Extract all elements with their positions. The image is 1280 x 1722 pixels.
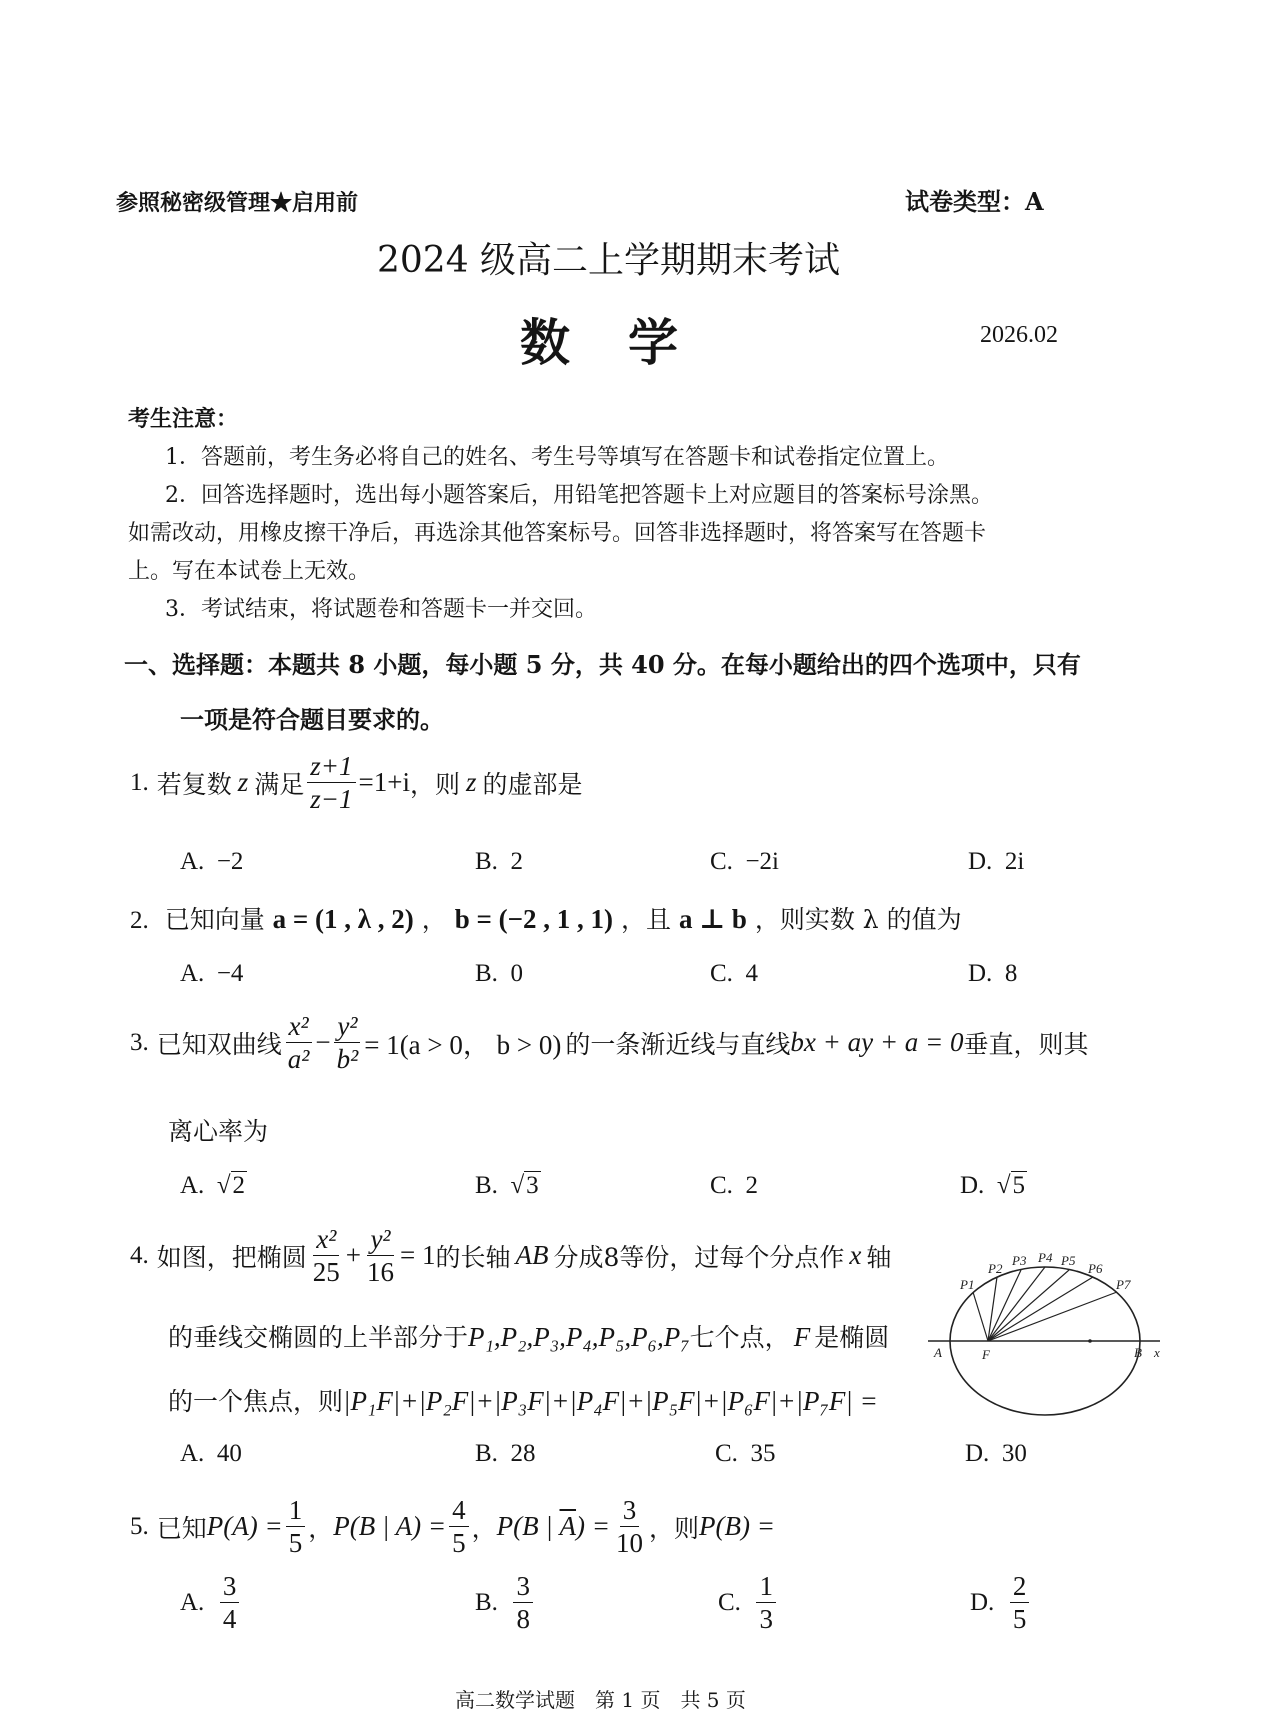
q1-number: 1. [130,768,149,796]
q3-option-d: D. √5 [960,1172,1026,1199]
q1-frac-den: z−1 [310,784,353,815]
q3-line-2: 离心率为 [168,1117,269,1146]
q2-vector-b: b = (−2 , 1 , 1) [454,904,614,934]
q3-minus: − [315,1027,331,1058]
label-p6: P6 [1088,1261,1103,1276]
q5-number: 5. [130,1512,149,1540]
subject-title: 数 学 [520,313,682,372]
q5-pbna: P(B | $\overline{A}$) = [496,1511,610,1542]
q3-fraction-x: $\frac{\text{x²}}{\text{a²}}$ [285,1012,313,1074]
label-p1: P1 [960,1277,975,1292]
q4-ab: AB [515,1240,549,1271]
question-1 [130,752,583,814]
q2-option-a: A. −4 [180,960,244,987]
notice-item-3: 3．考试结束，将试题卷和答题卡一并交回。 [165,597,597,622]
label-a: A [934,1345,942,1360]
q1-text-mid: 满足 [254,769,305,799]
sqrt-icon: √ [510,1172,525,1199]
q4-plus: + [345,1240,361,1271]
q5-pba: P(B | A) = [333,1511,447,1542]
exam-title: 2024 级高二上学期期末考试 [377,240,841,281]
notice-item-2-line-2: 如需改动，用橡皮擦干净后，再选涂其他答案标号。回答非选择题时，将答案写在答题卡 [128,521,987,546]
q4-text-end1: 分成8等份，过每个分点作 [553,1242,845,1272]
q3-text-mid: 的一条渐近线与直线 [565,1029,791,1059]
q1-post-var: z [466,767,477,798]
section1-heading-line-1: 一、选择题：本题共 8 小题，每小题 5 分，共 40 分。在每小题给出的四个选项中，只有 [124,650,1081,679]
sqrt-icon: √ [996,1172,1011,1199]
q4-equals: = 1 [400,1240,436,1271]
focus-dot [1088,1339,1092,1343]
q2-cond-pre: ，且 [620,905,671,934]
q4-option-a: A. 40 [180,1440,242,1467]
q5-pba-fraction: $\frac{4}{5}$ [449,1496,469,1558]
q3-text-end: 垂直，则其 [963,1029,1089,1059]
q5-pbna-fraction: $\frac{3}{10}$ [615,1495,643,1559]
sqrt-icon: √ [216,1172,231,1199]
notice-item-2-line-1: 2．回答选择题时，选出每小题答案后，用铅笔把答题卡上对应题目的答案标号涂黑。 [165,483,993,508]
q5-option-a: A. $\frac{3}{4}$ [180,1572,242,1634]
q2-vector-a: a = (1 , λ , 2) [272,904,414,934]
q3-option-c: C. 2 [710,1172,758,1199]
q2-text-pre: 已知向量 [164,905,265,934]
label-p3: P3 [1012,1253,1027,1268]
q3-number: 3. [130,1028,149,1056]
q2-option-d: D. 8 [968,960,1018,987]
section1-heading-line-2: 一项是符合题目要求的。 [180,705,444,734]
q4-text-pre: 如图，把椭圆 [156,1242,307,1272]
q1-option-c: C. −2i [710,848,779,875]
label-x: x [1154,1345,1160,1360]
q1-fraction [307,752,355,814]
question-2 [130,900,962,936]
q4-line-3: 的一个焦点，则|P₁F|+|P₂F|+|P₃F|+|P₄F|+|P₅F|+|P₆F|+|P₇F| = [168,1386,878,1416]
q5-pb: P(B) = [699,1511,775,1542]
q5-option-c: C. $\frac{1}{3}$ [718,1572,779,1634]
label-p4: P4 [1038,1250,1053,1265]
q4-fraction-x: $\frac{\text{x²}}{25}$ [312,1224,340,1288]
label-p7: P7 [1116,1277,1131,1292]
q1-var: z [237,767,249,798]
label-p2: P2 [988,1261,1003,1276]
q1-option-a: A. −2 [180,848,244,875]
question-3 [130,1012,1089,1074]
q3-option-b: B. √3 [475,1172,539,1199]
q2-option-c: C. 4 [710,960,758,987]
q4-points: P₁,P₂,P₃,P₄,P₅,P₆,P₇ [468,1322,690,1352]
q3-fraction-y: $\frac{\text{y²}}{\text{b²}}$ [334,1012,362,1074]
notice-item-2-line-3: 上。写在本试卷上无效。 [128,559,371,584]
q2-text-end: ，则实数 λ 的值为 [754,905,962,934]
label-b: B [1134,1345,1142,1360]
q5-text-pre: 已知 [156,1513,207,1543]
q3-text-pre: 已知双曲线 [156,1029,282,1059]
q1-frac-num: z+1 [307,752,355,783]
label-f: F [982,1347,990,1362]
q2-number: 2. [130,907,149,934]
question-4 [130,1225,891,1287]
q4-distance-sum: |P₁F|+|P₂F|+|P₃F|+|P₄F|+|P₅F|+|P₆F|+|P₇F| = [343,1386,878,1416]
q4-option-b: B. 28 [475,1440,536,1467]
q4-ellipse-figure [920,1225,1170,1420]
q1-option-d: D. 2i [968,848,1025,875]
q3-condition: = 1(a > 0， b > 0) [364,1030,562,1061]
q5-a-complement: $\overline{A}$ [559,1511,577,1542]
label-p5: P5 [1061,1253,1076,1268]
notice-item-1: 1．答题前，考生务必将自己的姓名、考生号等填写在答题卡和试卷指定位置上。 [165,445,949,470]
q1-text-end: 的虚部是 [482,769,583,799]
q1-text-post: ，则 [410,769,461,799]
q1-rhs: =1+i [358,767,410,798]
q5-pa: P(A) = [206,1511,283,1542]
q3-option-a: A. √2 [180,1172,246,1199]
confidential-label: 参照秘密级管理★启用前 [116,190,359,216]
exam-date: 2026.02 [980,322,1058,348]
q4-text-end1b: 轴 [866,1242,892,1272]
q4-line-2: 的垂线交椭圆的上半部分于P₁,P₂,P₃,P₄,P₅,P₆,P₇七个点， F 是椭圆 [168,1322,890,1352]
q4-option-d: D. 30 [965,1440,1027,1467]
q4-x-var: x [849,1240,862,1271]
q5-pa-fraction: $\frac{1}{5}$ [286,1496,306,1558]
q2-condition: a ⊥ b [678,904,747,934]
page-footer: 高二数学试题 第 1 页 共 5 页 [455,1688,746,1712]
q2-sep: ， [421,905,447,934]
q4-text-mid: 的长轴 [435,1242,511,1272]
q2-option-b: B. 0 [475,960,523,987]
q5-option-d: D. $\frac{2}{5}$ [970,1572,1032,1634]
paper-type-label: 试卷类型：A [905,187,1044,216]
question-5: 5. 已知 P(A) = $\frac{1}{5}$ ， P(B | A) = $\frac{4}{5}$ ， P(B | $\overline{A}$) = $\frac{3}{10}$ ，则 P(B) = [130,1495,775,1559]
q4-number: 4. [130,1241,149,1269]
notice-title: 考生注意： [128,406,239,432]
q3-line-equation: bx + ay + a = 0 [790,1027,964,1058]
q1-text-pre: 若复数 [156,769,232,799]
q1-option-b: B. 2 [475,848,523,875]
q4-fraction-y: $\frac{\text{y²}}{16}$ [367,1224,394,1288]
q4-option-c: C. 35 [715,1440,776,1467]
q5-option-b: B. $\frac{3}{8}$ [475,1572,536,1634]
